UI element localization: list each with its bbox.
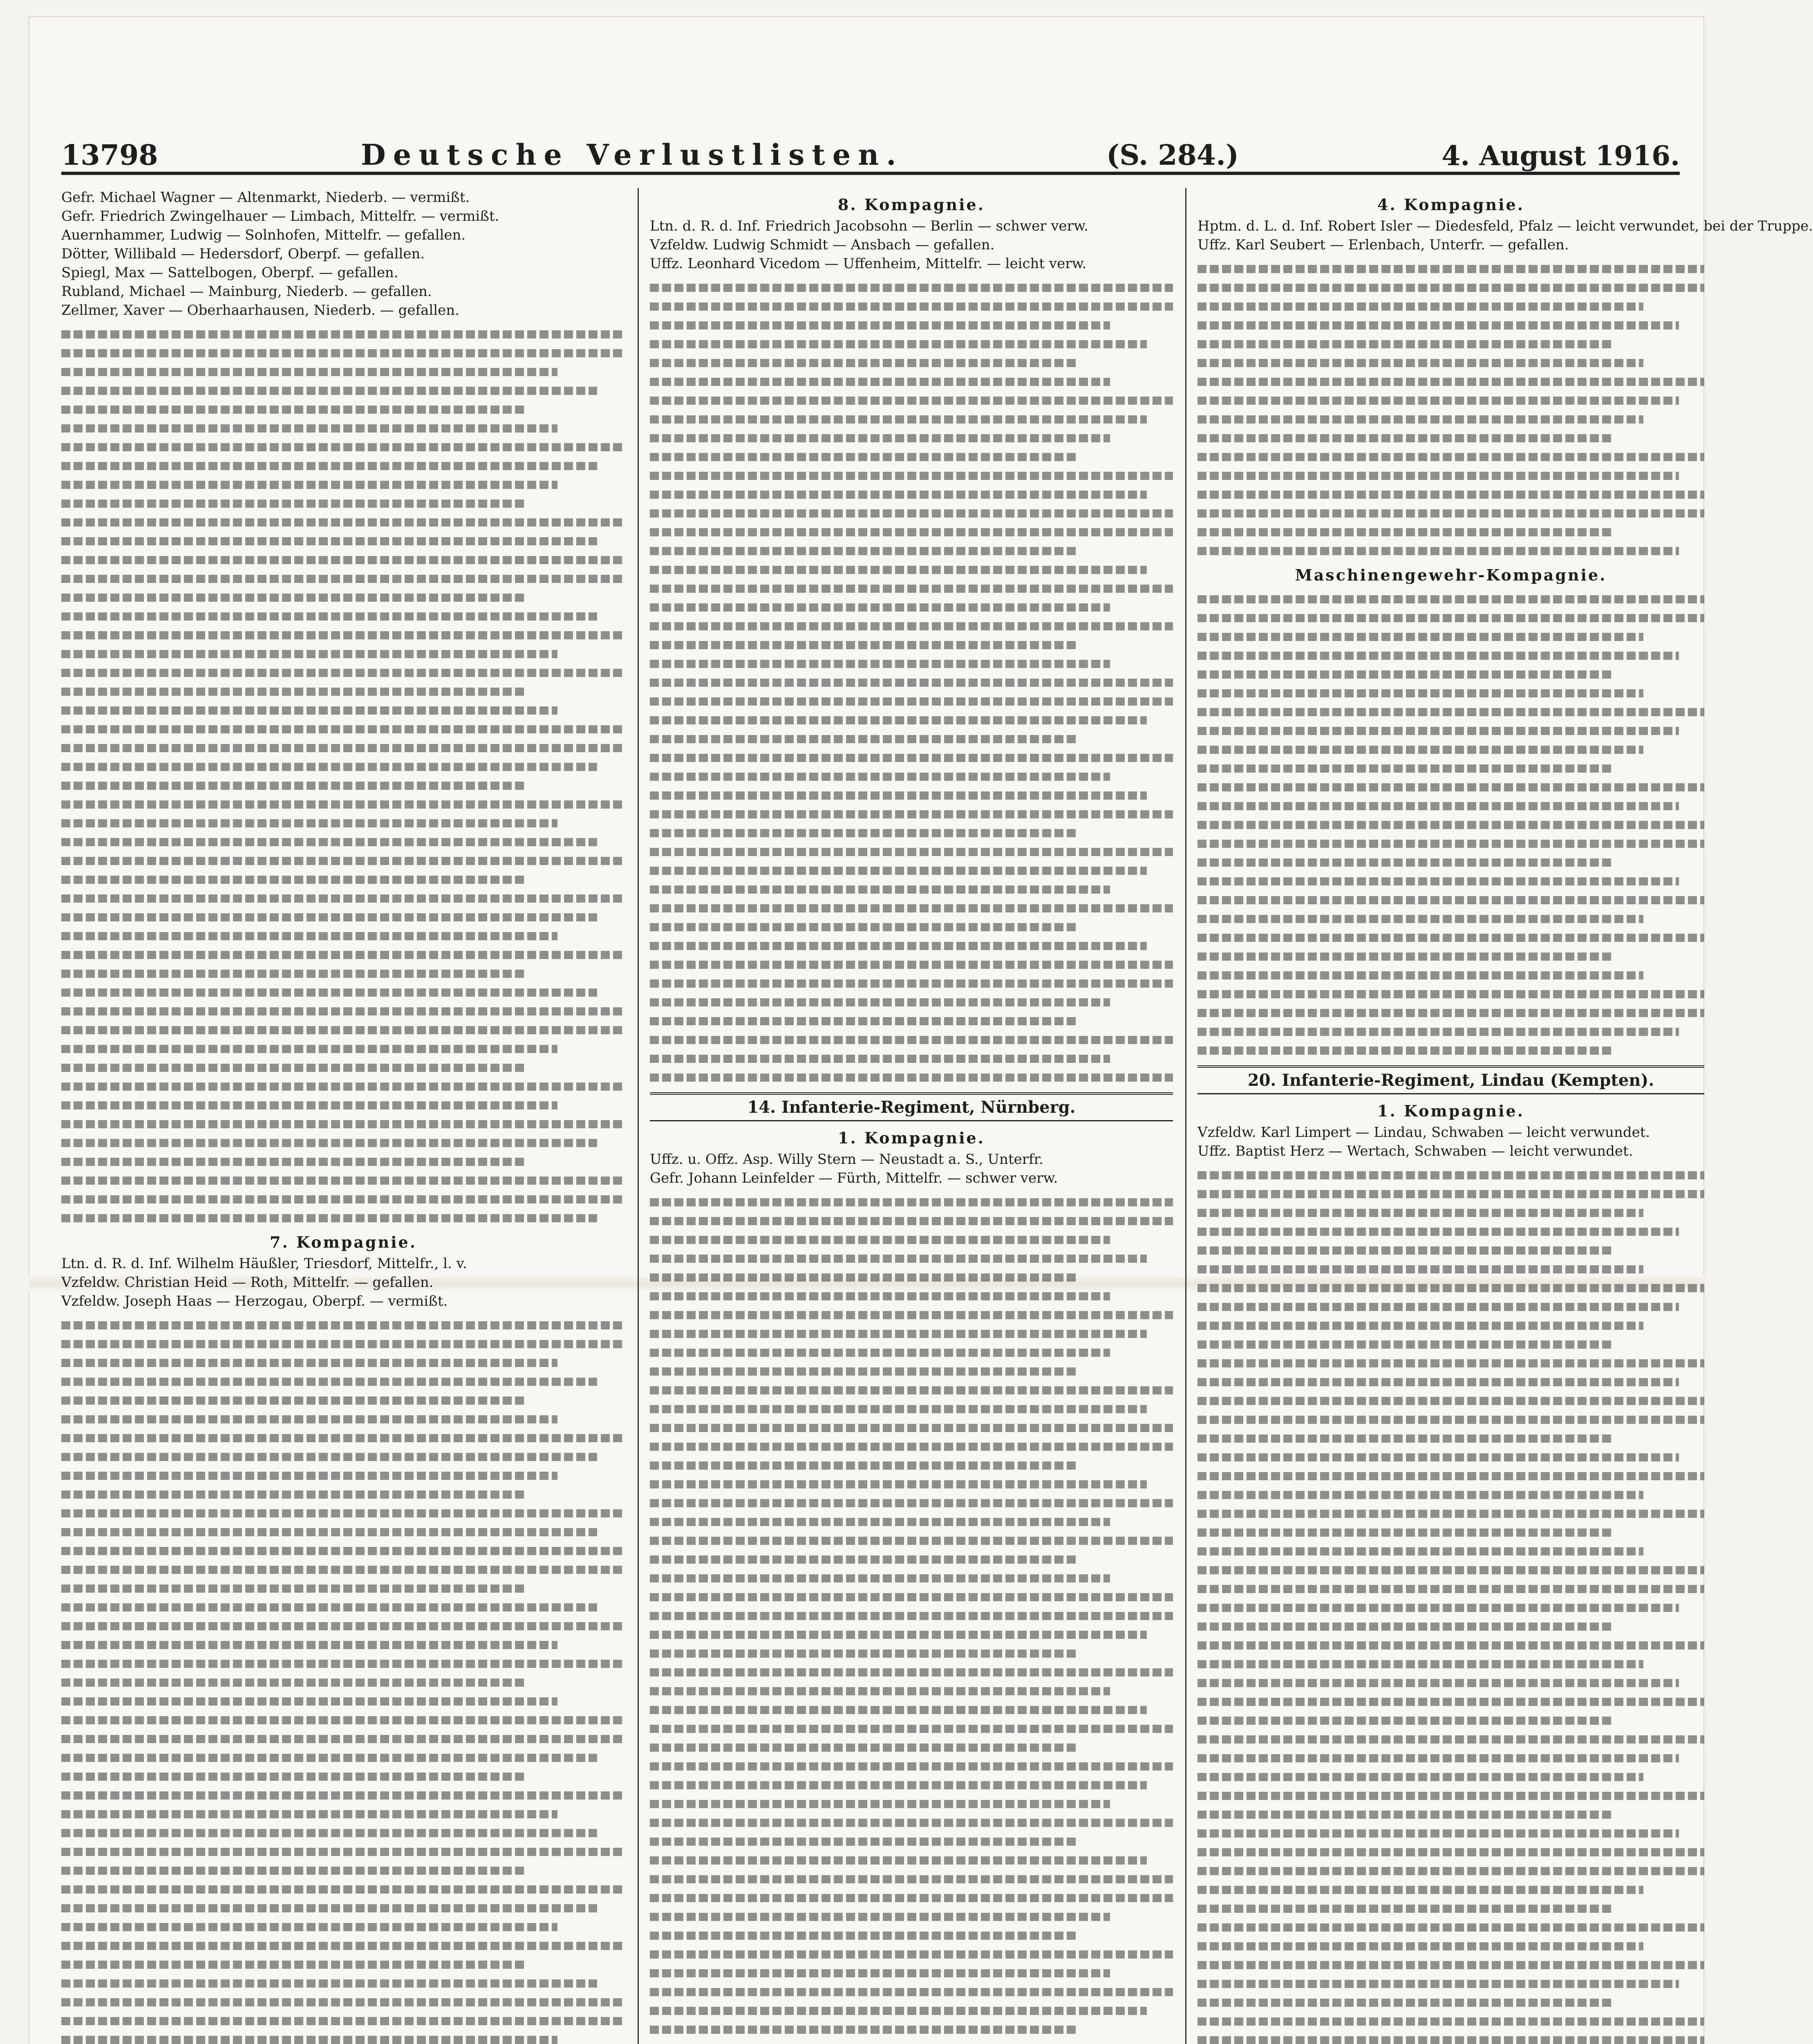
list-item: Gefr. Johann Leinfelder — Fürth, Mittelfr. — schwer verw. (650, 1170, 1058, 1186)
column-2 (650, 188, 1173, 2044)
publication-title: Deutsche Verlustlisten. (361, 138, 904, 172)
section-heading: 1. Kompagnie. (1377, 1102, 1524, 1120)
list-item: Hptm. d. L. d. Inf. Robert Isler — Diedesfeld, Pfalz — leicht verwundet, bei der Truppe. (1197, 218, 1813, 234)
list-item: Uffz. Baptist Herz — Wertach, Schwaben — leicht verwundet. (1197, 1143, 1633, 1159)
text-block (61, 330, 625, 1222)
list-item: Ltn. d. R. d. Inf. Friedrich Jacobsohn — Berlin — schwer verw. (650, 218, 1088, 234)
list-item: Vzfeldw. Joseph Haas — Herzogau, Oberpf. — vermißt. (61, 1293, 448, 1309)
list-item: Uffz. u. Offz. Asp. Willy Stern — Neustadt a. S., Unterfr. (650, 1151, 1043, 1168)
list-item: Uffz. Leonhard Vicedom — Uffenheim, Mittelfr. — leicht verw. (650, 256, 1087, 272)
list-item: Rubland, Michael — Mainburg, Niederb. — gefallen. (61, 283, 432, 300)
regiment-heading: 20. Infanterie-Regiment, Lindau (Kempten). (1197, 1065, 1704, 1094)
column-3 (1197, 188, 1813, 2044)
regiment-heading: 14. Infanterie-Regiment, Nürnberg. (650, 1092, 1173, 1121)
column-1 (61, 188, 625, 2044)
list-item: Spiegl, Max — Sattelbogen, Oberpf. — gefallen. (61, 264, 398, 281)
text-block (1197, 265, 1704, 555)
section-heading: Maschinengewehr-Kompagnie. (1295, 566, 1607, 584)
list-item: Gefr. Friedrich Zwingelhauer — Limbach, Mittelfr. — vermißt. (61, 208, 499, 224)
list-item: Vzfeldw. Christian Heid — Roth, Mittelfr. — gefallen. (61, 1274, 434, 1291)
list-item: Vzfeldw. Karl Limpert — Lindau, Schwaben — leicht verwundet. (1197, 1124, 1650, 1141)
list-item: Ltn. d. R. d. Inf. Wilhelm Häußler, Triesdorf, Mittelfr., l. v. (61, 1255, 467, 1272)
list-item: Dötter, Willibald — Hedersdorf, Oberpf. — gefallen. (61, 246, 425, 262)
section-heading: 8. Kompagnie. (838, 195, 985, 214)
page-header (61, 123, 1680, 175)
text-block (61, 1321, 625, 2044)
text-block (1197, 595, 1704, 1055)
section-heading: 7. Kompagnie. (270, 1233, 417, 1251)
issue-date: 4. August 1916. (1441, 140, 1680, 172)
newspaper-sheet (29, 16, 1813, 2044)
text-block (650, 284, 1173, 1082)
issue-number: (S. 284.) (1106, 139, 1239, 172)
text-block (1197, 1171, 1704, 2044)
list-item: Uffz. Karl Seubert — Erlenbach, Unterfr. — gefallen. (1197, 237, 1569, 253)
section-heading: 1. Kompagnie. (838, 1129, 985, 1147)
section-heading: 4. Kompagnie. (1377, 195, 1524, 214)
list-item: Gefr. Michael Wagner — Altenmarkt, Niederb. — vermißt. (61, 189, 470, 206)
list-item: Auernhammer, Ludwig — Solnhofen, Mittelfr. — gefallen. (61, 227, 466, 243)
column-divider (638, 188, 639, 2044)
page-number: 13798 (61, 139, 158, 172)
list-item: Zellmer, Xaver — Oberhaarhausen, Niederb. — gefallen. (61, 302, 459, 318)
list-item: Vzfeldw. Ludwig Schmidt — Ansbach — gefallen. (650, 237, 995, 253)
column-divider (1185, 188, 1186, 2044)
text-block (650, 1198, 1173, 2044)
